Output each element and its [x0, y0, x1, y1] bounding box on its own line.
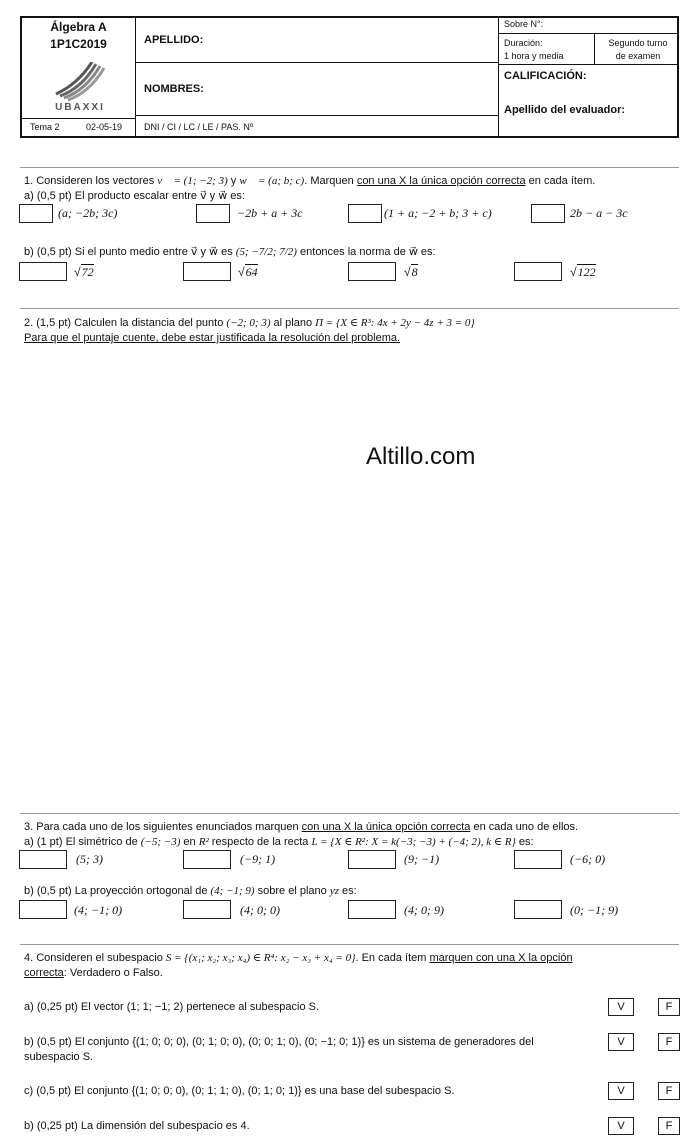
- turno-label-2: de examen: [615, 51, 661, 61]
- nombres-field[interactable]: NOMBRES:: [144, 83, 204, 95]
- dni-field[interactable]: DNI / CI / LC / LE / PAS. Nº: [144, 122, 254, 132]
- q4-intro: 4. Consideren el subespacio S = {(x₁; x₂; x₃; x₄) ∈ R⁴: x₂ − x₃ + x₄ = 0}. En cada ítem marquen con una X la opción: [24, 952, 573, 964]
- q4c-true-box[interactable]: V: [608, 1082, 634, 1100]
- q1a-option-2-checkbox[interactable]: [196, 204, 230, 223]
- q1b-text: b) (0,5 pt) Si el punto medio entre v⃗ y w⃗ es (5; −7/2; 7/2) entonces la norma de w⃗ es:: [24, 246, 436, 258]
- duracion-value: 1 hora y media: [504, 51, 564, 61]
- q1a-option-4-checkbox[interactable]: [531, 204, 565, 223]
- q1a-text: a) (0,5 pt) El producto escalar entre v⃗ y w⃗ es:: [24, 190, 245, 202]
- q1b-option-1-checkbox[interactable]: [19, 262, 67, 281]
- apellido-field[interactable]: APELLIDO:: [144, 34, 204, 46]
- fecha-label: 02-05-19: [86, 122, 123, 132]
- q3b-option-4: (0; −1; 9): [570, 903, 619, 917]
- sobre-field[interactable]: Sobre N°:: [504, 19, 544, 29]
- q3a-option-1-checkbox[interactable]: [19, 850, 67, 869]
- course-title: Álgebra A: [50, 20, 107, 34]
- q3b-text: b) (0,5 pt) La proyección ortogonal de (4; −1; 9) sobre el plano yz es:: [24, 885, 357, 897]
- q4-item-c: c) (0,5 pt) El conjunto {(1; 0; 0; 0), (0; 1; 1; 0), (0; 1; 0; 1)} es una base del subespacio S.: [24, 1085, 455, 1097]
- q4-item-a: a) (0,25 pt) El vector (1; 1; −1; 2) pertenece al subespacio S.: [24, 1001, 320, 1013]
- q4a-true-box[interactable]: V: [608, 998, 634, 1016]
- q3a-option-4: (−6; 0): [570, 852, 606, 866]
- q3a-option-2-checkbox[interactable]: [183, 850, 231, 869]
- q3b-option-1-checkbox[interactable]: [19, 900, 67, 919]
- q4-intro-cont: correcta: Verdadero o Falso.: [24, 967, 163, 979]
- evaluador-field[interactable]: Apellido del evaluador:: [504, 104, 626, 116]
- q3a-text: a) (1 pt) El simétrico de (−5; −3) en R² respecto de la recta L = {X ∈ R²: X = k(−3; −3) + (−4; 2), k ∈ R} es:: [24, 836, 534, 848]
- q4c-false-box[interactable]: F: [658, 1082, 680, 1100]
- q1a-option-2: −2b + a + 3c: [237, 206, 303, 220]
- q3a-option-1: (5; 3): [76, 852, 103, 866]
- exam-header: [20, 16, 679, 138]
- q4d-true-box[interactable]: V: [608, 1117, 634, 1135]
- q3a-option-3-checkbox[interactable]: [348, 850, 396, 869]
- q4d-false-box[interactable]: F: [658, 1117, 680, 1135]
- q4-item-b: b) (0,5 pt) El conjunto {(1; 0; 0; 0), (0; 1; 0; 0), (0; 0; 1; 0), (0; −1; 0; 1)} es un sistema de generadores del: [24, 1036, 534, 1048]
- tema-label: Tema 2: [30, 122, 60, 132]
- q3b-option-3: (4; 0; 9): [404, 903, 444, 917]
- q2-note: Para que el puntaje cuente, debe estar justificada la resolución del problema.: [24, 332, 401, 344]
- q3b-option-2-checkbox[interactable]: [183, 900, 231, 919]
- q3-intro: 3. Para cada uno de los siguientes enunciados marquen con una X la única opción correcta en cada uno de ellos.: [24, 821, 579, 833]
- q1b-option-2-checkbox[interactable]: [183, 262, 231, 281]
- q3b-option-3-checkbox[interactable]: [348, 900, 396, 919]
- q1a-option-1: (a; −2b; 3c): [58, 206, 118, 220]
- q4b-true-box[interactable]: V: [608, 1033, 634, 1051]
- q2-text: 2. (1,5 pt) Calculen la distancia del punto (−2; 0; 3) al plano Π = {X ∈ R³: 4x + 2y − 4z + 3 = 0}: [24, 317, 475, 329]
- q1a-option-3: (1 + a; −2 + b; 3 + c): [384, 206, 492, 220]
- q1b-option-3: √8: [404, 265, 418, 279]
- q3a-option-4-checkbox[interactable]: [514, 850, 562, 869]
- q3a-option-3: (9; −1): [404, 852, 440, 866]
- q1b-option-3-checkbox[interactable]: [348, 262, 396, 281]
- q1-intro: 1. Consideren los vectores v⃗ = (1; −2; 3) y w⃗ = (a; b; c). Marquen con una X la única opción correcta en cada ítem.: [24, 175, 596, 187]
- duracion-label: Duración:: [504, 38, 543, 48]
- q4-item-d: b) (0,25 pt) La dimensión del subespacio es 4.: [24, 1120, 250, 1132]
- q4a-false-box[interactable]: F: [658, 998, 680, 1016]
- q3b-option-4-checkbox[interactable]: [514, 900, 562, 919]
- q4-item-b-cont: subespacio S.: [24, 1051, 94, 1063]
- q3b-option-2: (4; 0; 0): [240, 903, 280, 917]
- q1a-option-1-checkbox[interactable]: [19, 204, 53, 223]
- turno-label-1: Segundo turno: [608, 38, 668, 48]
- q1a-option-3-checkbox[interactable]: [348, 204, 382, 223]
- calificacion-field[interactable]: CALIFICACIÓN:: [504, 70, 587, 82]
- watermark: Altillo.com: [366, 443, 476, 470]
- q3b-option-1: (4; −1; 0): [74, 903, 123, 917]
- logo-text: UBAXXI: [55, 102, 105, 113]
- q1b-option-2: √64: [238, 265, 258, 279]
- q4b-false-box[interactable]: F: [658, 1033, 680, 1051]
- course-code: 1P1C2019: [50, 37, 107, 51]
- q1b-option-4: √122: [570, 265, 596, 279]
- ubaxxi-logo: [52, 62, 108, 118]
- q1a-option-4: 2b − a − 3c: [570, 206, 628, 220]
- q3a-option-2: (−9; 1): [240, 852, 276, 866]
- q1b-option-4-checkbox[interactable]: [514, 262, 562, 281]
- q1b-option-1: √72: [74, 265, 94, 279]
